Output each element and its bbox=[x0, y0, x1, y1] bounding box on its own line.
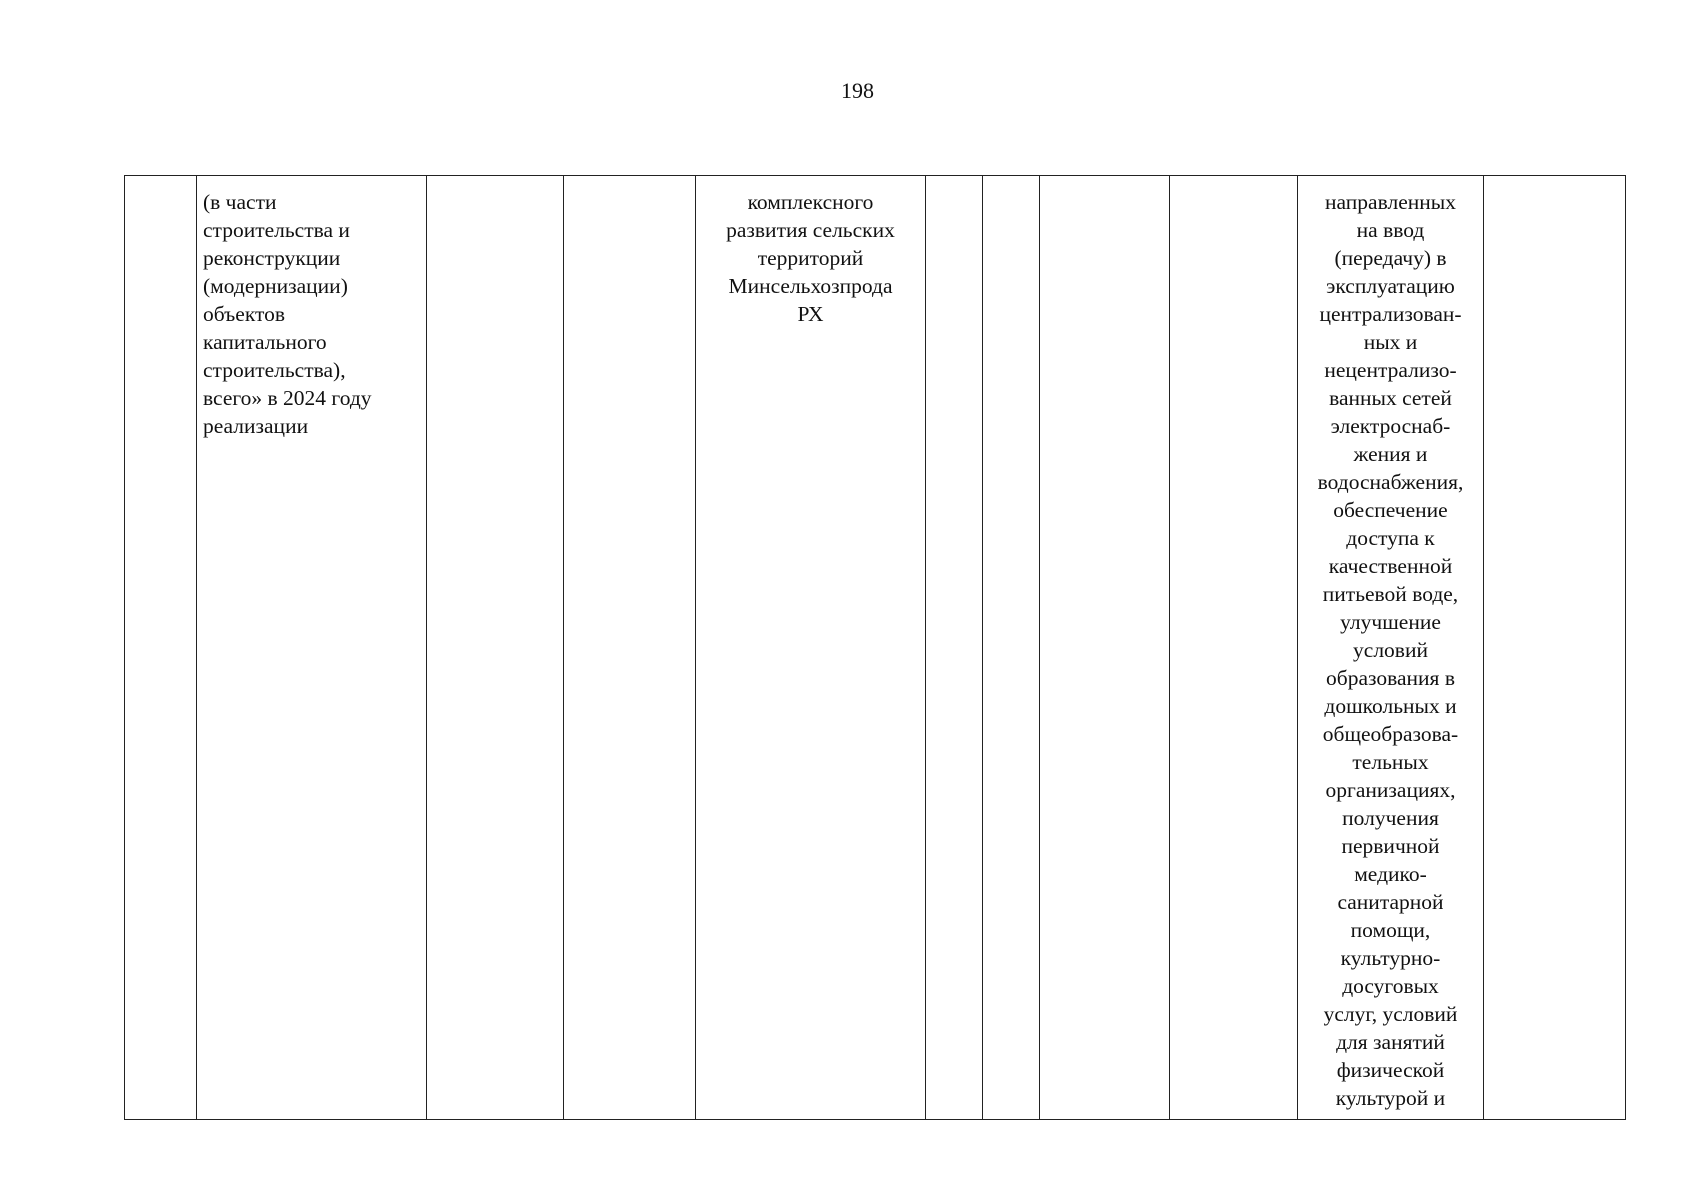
text-line: централизован- bbox=[1319, 302, 1462, 326]
cell-description bbox=[1298, 176, 1484, 1120]
text-line: ванных сетей bbox=[1329, 386, 1452, 410]
text-line: строительства и bbox=[203, 218, 350, 242]
text-line: физической bbox=[1336, 1058, 1445, 1082]
cell-indicator-name bbox=[197, 176, 427, 1120]
text-line: обеспечение bbox=[1333, 498, 1448, 522]
text-line: капитального bbox=[203, 330, 327, 354]
text-line: первичной bbox=[1341, 834, 1440, 858]
text-line: направленных bbox=[1325, 190, 1456, 214]
program-table bbox=[124, 175, 1626, 1120]
text-line: общеобразова- bbox=[1322, 722, 1459, 746]
cell-empty bbox=[564, 176, 696, 1120]
text-line: электроснаб- bbox=[1330, 414, 1451, 438]
text-line: реализации bbox=[203, 414, 309, 438]
text-line: нецентрализо- bbox=[1324, 358, 1457, 382]
text-line: тельных bbox=[1352, 750, 1429, 774]
text-line: доступа к bbox=[1346, 526, 1435, 550]
cell-empty bbox=[926, 176, 983, 1120]
text-line: реконструкции bbox=[203, 246, 341, 270]
page-number: 198 bbox=[841, 78, 874, 103]
text-line: (в части bbox=[203, 190, 277, 214]
text-line: объектов bbox=[203, 302, 285, 326]
text-line: развития сельских bbox=[726, 218, 895, 242]
text-line: комплексного bbox=[747, 190, 874, 214]
text-line: жения и bbox=[1353, 442, 1428, 466]
cell-responsible bbox=[696, 176, 926, 1120]
text-line: досуговых bbox=[1342, 974, 1439, 998]
text-line: организациях, bbox=[1325, 778, 1456, 802]
text-line: санитарной bbox=[1337, 890, 1444, 914]
text-line: качественной bbox=[1328, 554, 1453, 578]
text-line: (передачу) в bbox=[1334, 246, 1447, 270]
text-line: условий bbox=[1353, 638, 1428, 662]
text-line: для занятий bbox=[1336, 1030, 1445, 1054]
text-line: улучшение bbox=[1340, 610, 1441, 634]
text-line: эксплуатацию bbox=[1326, 274, 1455, 298]
text-line: услуг, условий bbox=[1323, 1002, 1458, 1026]
text-line: помощи, bbox=[1350, 918, 1431, 942]
text-line: культурно- bbox=[1340, 946, 1441, 970]
cell-empty bbox=[427, 176, 564, 1120]
text-line: дошкольных и bbox=[1324, 694, 1457, 718]
text-line: территорий bbox=[757, 246, 864, 270]
cell-empty bbox=[1040, 176, 1170, 1120]
cell-empty bbox=[1484, 176, 1626, 1120]
text-line: (модернизации) bbox=[203, 274, 348, 298]
text-line: питьевой воде, bbox=[1322, 582, 1459, 606]
cell-number bbox=[125, 176, 197, 1120]
text-line: медико- bbox=[1354, 862, 1427, 886]
text-line: строительства), bbox=[203, 358, 346, 382]
text-line: образования в bbox=[1326, 666, 1455, 690]
cell-empty bbox=[983, 176, 1040, 1120]
text-line: на ввод bbox=[1356, 218, 1425, 242]
text-line: всего» в 2024 году bbox=[203, 386, 372, 410]
text-line: водоснабжения, bbox=[1317, 470, 1464, 494]
text-line: РХ bbox=[797, 302, 824, 326]
cell-empty bbox=[1170, 176, 1298, 1120]
text-line: культурой и bbox=[1335, 1086, 1446, 1110]
text-line: ных и bbox=[1363, 330, 1418, 354]
text-line: Минсельхозпрода bbox=[728, 274, 893, 298]
text-line: получения bbox=[1342, 806, 1439, 830]
table-row bbox=[125, 176, 1626, 1120]
